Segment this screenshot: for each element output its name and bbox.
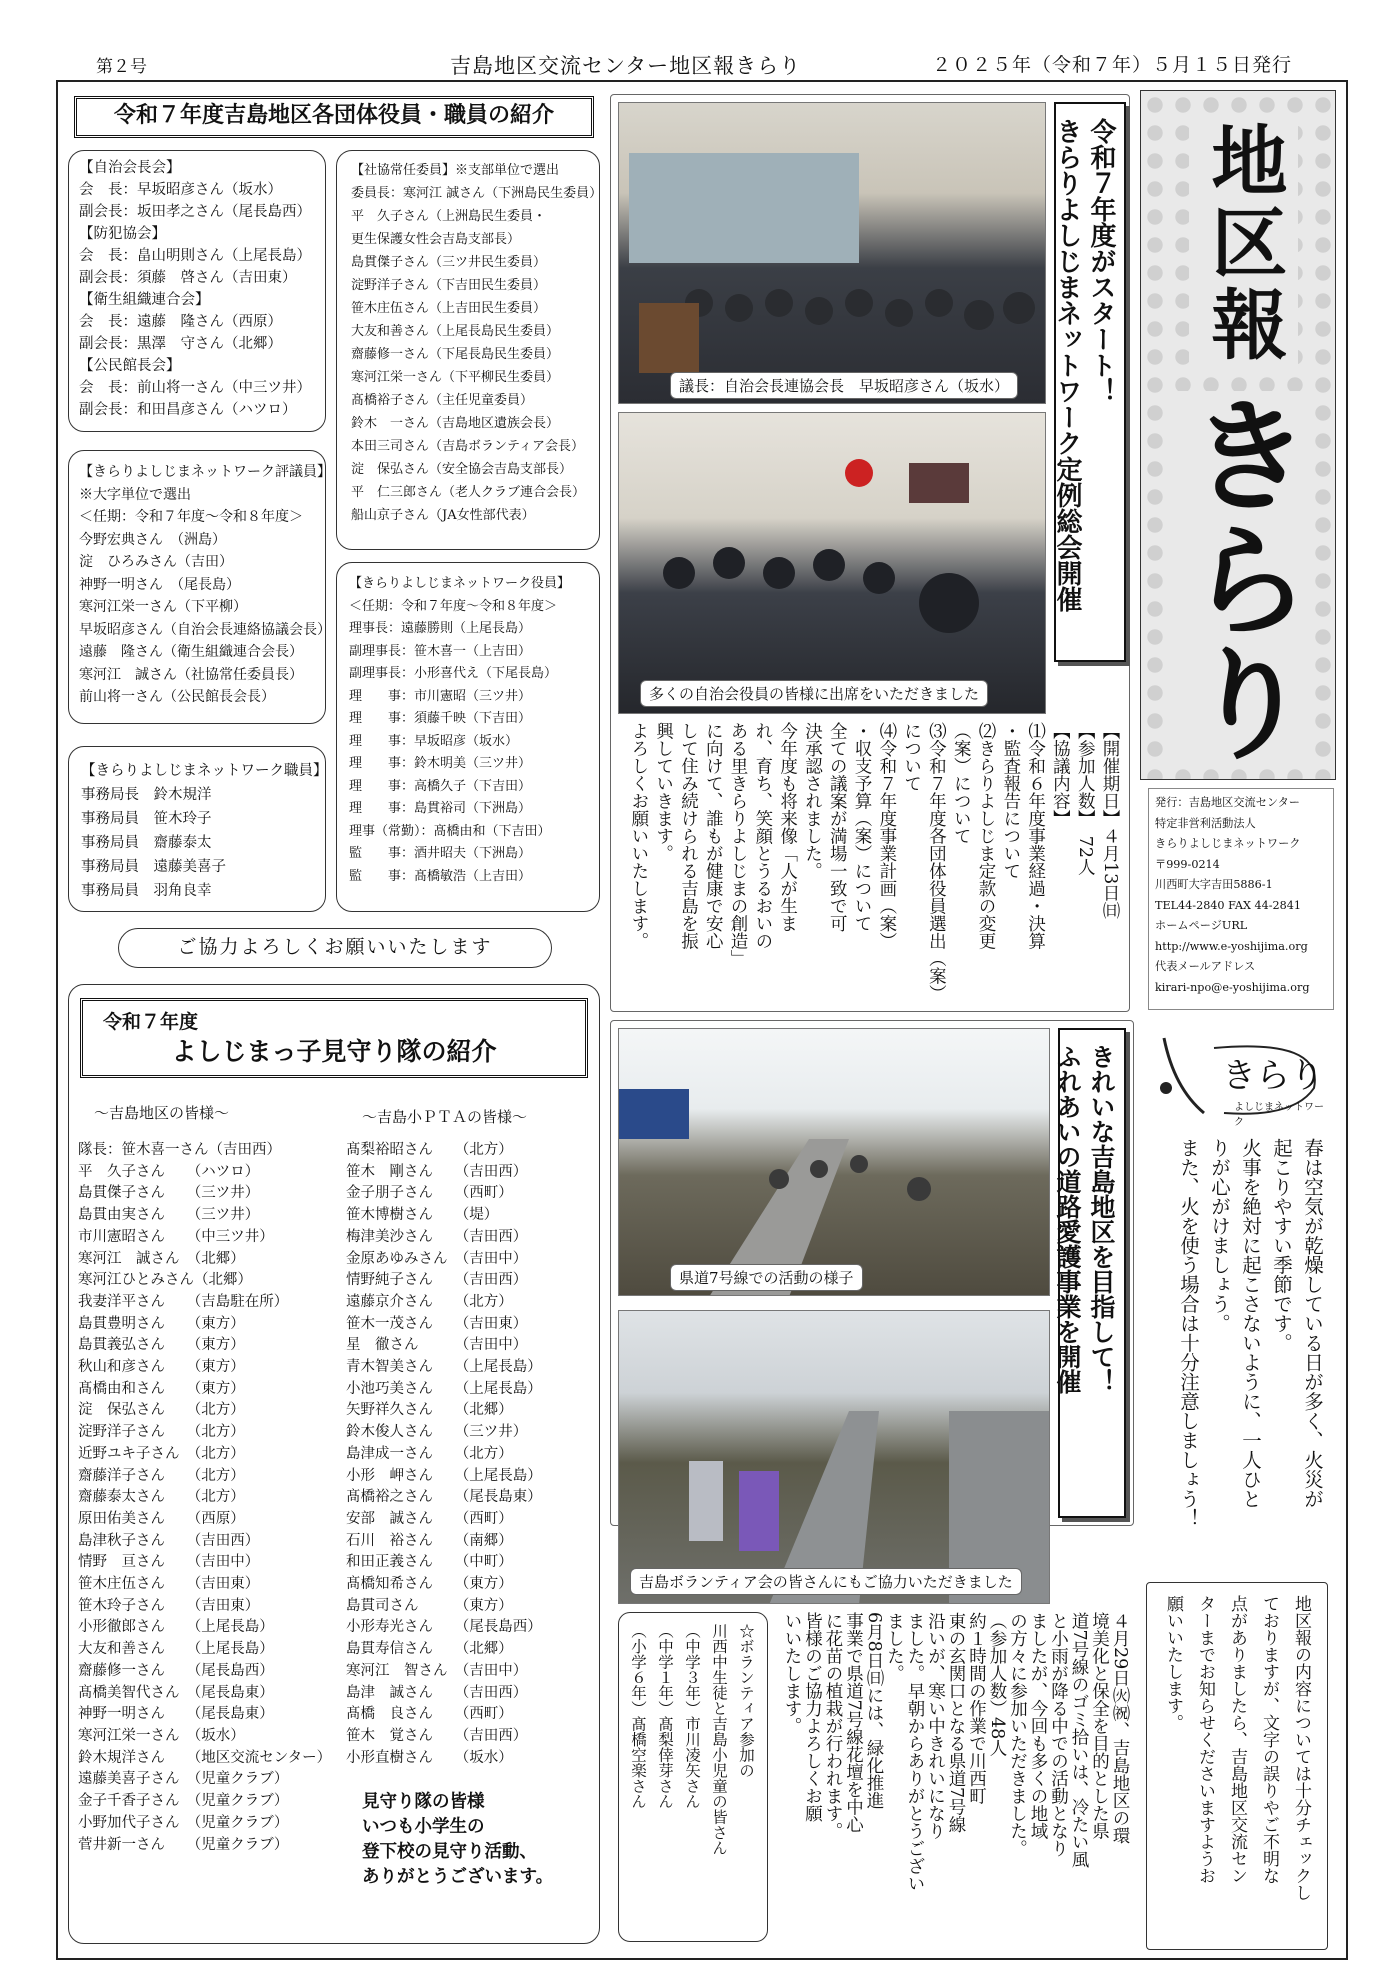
text-line: 寒河江ひとみさん（北郷） (78, 1272, 252, 1289)
text-line: 点がありましたら、吉島地区交流セン (1227, 1595, 1247, 1884)
text-line: 会 長：畠山明則さん（上尾長島） (79, 248, 311, 264)
text-line: 決承認されました。 (802, 722, 823, 880)
text-line: 委員長：寒河江 誠さん（下洲島民生委員） (351, 186, 603, 201)
page-header (90, 48, 1320, 78)
text-line: 髙橋裕子さん（主任児童委員） (351, 393, 534, 408)
mimamori-left-list (78, 1140, 331, 1856)
text-line: 島貫寿信さん （北郷） (346, 1641, 513, 1658)
text-line: 理 事：高橋久子（下吉田） (349, 778, 532, 794)
road-photo-2 (618, 1310, 1050, 1604)
text-line: 秋山和彦さん （東方） (78, 1359, 245, 1376)
text-line: 淀 保弘さん （北方） (78, 1402, 245, 1419)
text-line: 発行：吉島地区交流センター (1155, 796, 1300, 809)
text-line: 市川憲昭さん （中三ツ井） (78, 1228, 274, 1245)
text-line: いつも小学生の (362, 1817, 485, 1837)
text-line: 原田佑美さん （西原） (78, 1510, 245, 1527)
text-line: 笹木庄伍さん （吉田東） (78, 1576, 260, 1593)
text-line: http://www.e-yoshijima.org (1155, 939, 1308, 953)
text-line: ＜任期：令和７年度〜令和８年度＞ (79, 509, 303, 525)
meeting-body (626, 722, 1122, 1004)
text-line: 代表メールアドレス (1155, 960, 1256, 973)
text-line: 寒河江 誠さん （北郷） (78, 1250, 245, 1267)
text-line: 見守り隊の皆様 (362, 1792, 485, 1812)
road-body (776, 1612, 1130, 1952)
text-line: 【自治会長会】 (79, 160, 181, 176)
road-cleanup-illustration (619, 1029, 1050, 1296)
text-line: 遠藤美喜子さん （児童クラブ） (78, 1771, 289, 1788)
text-line: 寒河江 智さん （吉田中） (346, 1662, 528, 1679)
masthead (1140, 90, 1336, 780)
text-line: 笹木一茂さん （吉田東） (346, 1315, 528, 1332)
text-line: ・収支予算（案）について (852, 722, 873, 932)
issue-date: ２０２５年（令和７年）５月１５日発行 (931, 54, 1292, 76)
issue-number: 第２号 (96, 57, 147, 77)
text-line: 笹木 覚さん （吉田西） (346, 1727, 528, 1744)
text-line: kirari-npo@e-yoshijima.org (1155, 980, 1310, 994)
text-line: 事業で県道7号線花壇を中心 (843, 1612, 864, 1834)
text-line: について (901, 722, 922, 792)
text-line: 大友和善さん（上尾長島民生委員） (351, 324, 560, 339)
officers-group-staff (68, 746, 326, 912)
text-line: 齋藤泰太さん （北方） (78, 1489, 245, 1506)
text-line: 理事長：遠藤勝則（上尾長島） (349, 621, 532, 636)
text-line: 平 久子さん （ハツロ） (78, 1163, 260, 1180)
text-line: 淀 ひろみさん（吉田） (79, 554, 233, 570)
text-line: 遠藤京介さん （北方） (346, 1293, 513, 1310)
text-line: ホームページURL (1155, 919, 1248, 932)
text-line: 寒河江栄一さん（下平柳民生委員） (351, 370, 560, 385)
mimamori-right-list (346, 1140, 542, 1769)
newsletter-title: 吉島地区交流センター地区報きらり (450, 54, 802, 78)
road-caption-2: 吉島ボランティア会の皆さんにもご協力いただきました (630, 1568, 1022, 1595)
text-line: 齋藤修一さん（下尾長島民生委員） (351, 347, 560, 362)
text-line: 島津成一さん （北方） (346, 1445, 513, 1462)
text-line: 小池巧美さん （上尾長島） (346, 1380, 542, 1397)
text-line: 鈴木俊人さん （三ツ井） (346, 1424, 528, 1441)
mimamori-message (362, 1790, 553, 1890)
text-line: 安部 誠さん （西町） (346, 1510, 513, 1527)
text-line: 寒河江栄一さん（下平柳） (79, 599, 247, 615)
text-line: 会 長：遠藤 隆さん（西原） (79, 314, 282, 330)
text-line: 金子千香子さん （児童クラブ） (78, 1793, 289, 1810)
text-line: 約１時間の作業で川西町 (966, 1612, 987, 1805)
text-line: 島貫義弘さん （東方） (78, 1337, 245, 1354)
officers-group-yakuin (336, 562, 600, 912)
text-line: 【衛生組織連合会】 (79, 292, 210, 308)
officers-title: 令和７年度吉島地区各団体役員・職員の紹介 (74, 96, 594, 138)
text-line: 道7号線のゴミ拾いは、冷たい風 (1069, 1612, 1089, 1869)
text-line: 島貫豊明さん （東方） (78, 1315, 245, 1332)
text-line: 髙橋知希さん （東方） (346, 1576, 513, 1593)
text-line: きらりよしじまネットワーク (1155, 837, 1301, 850)
text-line: 皆様のご協力よろしくお願 (802, 1612, 823, 1822)
mimamori-right-heading: 〜吉島小ＰＴＡの皆様〜 (362, 1108, 528, 1126)
text-line: に花苗の植栽が行われます。 (823, 1612, 843, 1840)
text-line: 笹木庄伍さん（上吉田民生委員） (351, 301, 547, 316)
officers-group-hyogiin (68, 450, 331, 724)
text-line: 島貫司さん （東方） (346, 1597, 513, 1614)
mimamori-title-main: よしじまっ子見守り隊の紹介 (171, 1037, 497, 1066)
text-line: ある里きらりよしじまの創造」 (728, 722, 749, 967)
text-line: 島津 誠さん （吉田西） (346, 1684, 528, 1701)
meeting-caption-1: 議長：自治会長連協会長 早坂昭彦さん（坂水） (670, 372, 1018, 399)
text-line: 情野 亘さん （吉田中） (78, 1554, 260, 1571)
text-line: 監 事：酒井昭夫（下洲島） (349, 846, 532, 861)
publisher-info (1148, 788, 1334, 1010)
text-line: ※大字単位で選出 (79, 486, 191, 503)
text-line: に向けて、誰もが健康で安心 (703, 722, 724, 950)
text-line: れ、育ち、笑顔とうるおいの (752, 722, 773, 950)
text-line: 金子朋子さん （西町） (346, 1185, 513, 1202)
text-line: 6月8日㈰には、緑化推進 (864, 1612, 884, 1810)
text-line: 火事を絶対に起こさないように、一人ひと (1239, 1138, 1262, 1509)
mimamori-title-year: 令和７年度 (103, 1011, 199, 1033)
text-line: 事務局長 鈴木規洋 (81, 787, 212, 803)
road-volunteer-box (618, 1612, 768, 1942)
text-line: いいたします。 (782, 1612, 802, 1735)
text-line: 【きらりよしじまネットワーク役員】 (349, 576, 571, 591)
text-line: 小野加代子さん （児童クラブ） (78, 1814, 289, 1831)
meeting-hall-illustration (619, 103, 1046, 404)
text-line: 神野一明さん （尾長島） (79, 576, 240, 593)
text-line: 笹木 剛さん （吉田西） (346, 1163, 528, 1180)
text-line: 早坂昭彦さん（自治会長連絡協議会長） (79, 621, 331, 638)
text-line: ⑷令和７年度事業計画（案） (876, 722, 897, 950)
text-line: 大友和善さん （上尾長島） (78, 1641, 274, 1658)
text-line: 遠藤 隆さん（衛生組織連合会長） (79, 644, 303, 660)
text-line: 平 仁三郎さん（老人クラブ連合会長） (351, 485, 586, 500)
text-line: 和田正義さん （中町） (346, 1554, 513, 1571)
text-line: りが心がけましょう。 (1208, 1138, 1231, 1333)
text-line: 登下校の見守り活動、 (362, 1842, 537, 1862)
text-line: 矢野祥久さん （北郷） (346, 1402, 513, 1419)
text-line: 沿いが、寒い中きれいになり (925, 1612, 946, 1840)
text-line: 髙橋裕之さん （尾長島東） (346, 1489, 542, 1506)
text-line: 理 事：市川憲昭（三ツ井） (349, 688, 532, 704)
text-line: 会 長：前山将一さん（中三ツ井） (79, 380, 311, 396)
text-line: 【協議内容】 (1050, 722, 1071, 827)
text-line: 願いいたします。 (1163, 1595, 1183, 1731)
meeting-photo-1 (618, 102, 1046, 404)
logo-subtext: よしじまネットワーク (1234, 1102, 1324, 1128)
text-line: 監 事：髙橋敏浩（上吉田） (349, 868, 532, 884)
text-line: 小形寿光さん （尾長島西） (346, 1619, 542, 1636)
text-line: 川西中生徒と吉島小児童の皆さん (710, 1623, 728, 1856)
text-line: ・監査報告について (1000, 722, 1021, 880)
text-line: 今年度も将来像「人が生ま (777, 722, 798, 932)
text-line: 理 事：鈴木明美（三ツ井） (349, 756, 532, 771)
text-line: 近野ユキ子さん （北方） (78, 1445, 245, 1462)
officers-group-jichikai (68, 150, 326, 432)
text-line: 髙橋 良さん （西町） (346, 1706, 513, 1723)
text-line: 我妻洋平さん （吉島駐在所） (78, 1293, 289, 1310)
text-line: と小雨が降る中での活動となり (1048, 1612, 1069, 1857)
text-line: 隊長：笹木喜一さん（吉田西） (78, 1142, 281, 1158)
text-line: 事務局員 齋藤泰太 (81, 835, 212, 851)
text-line: 小形徹郎さん （上尾長島） (78, 1619, 274, 1636)
text-line: 【きらりよしじまネットワーク評議員】 (79, 464, 331, 480)
text-line: 齋藤修一さん （尾長島西） (78, 1662, 274, 1679)
meeting-photo-2 (618, 412, 1046, 714)
text-line: 金原あゆみさん （吉田中） (346, 1250, 528, 1267)
text-line: 齋藤洋子さん （北方） (78, 1467, 245, 1484)
text-line: 副理事長：小形喜代え（下尾長島） (349, 666, 558, 681)
text-line: ました。早朝からありがとうござい (905, 1612, 925, 1892)
text-line: 【開催期日】４月13日㈰ (1100, 722, 1120, 920)
text-line: 〒999-0214 (1155, 857, 1220, 871)
text-line: 理事（常勤）：髙橋由和（下吉田） (349, 823, 551, 839)
text-line: 地区報の内容については十分チェックし (1291, 1595, 1311, 1901)
text-line: よろしくお願いいたします。 (628, 722, 649, 950)
text-line: 髙橋由和さん （東方） (78, 1380, 245, 1397)
text-line: 本田三司さん（吉島ボランティア会長） (351, 439, 584, 454)
text-line: 今野宏典さん （洲島） (79, 531, 226, 548)
text-line: 梅津美沙さん （吉田西） (346, 1228, 528, 1245)
text-line: 小形 岬さん （上尾長島） (346, 1467, 542, 1484)
text-line: 平 久子さん（上洲島民生委員・ (351, 209, 547, 224)
text-line: 事務局員 笹木玲子 (81, 811, 212, 827)
text-line: 淀野洋子さん （北方） (78, 1424, 245, 1441)
text-line: 島貫傑子さん（三ツ井民生委員） (351, 255, 547, 270)
meeting-headline: 令和７年度がスタート！ きらりよしじまネットワーク定例総会開催 (1054, 102, 1126, 662)
text-line: 更生保護女性会吉島支部長） (351, 232, 521, 247)
text-line: 星 徹さん （吉田中） (346, 1337, 528, 1354)
text-line: ターまでお知らせくださいますようお (1195, 1595, 1215, 1884)
meeting-caption-2: 多くの自治会役員の皆様に出席をいただきました (640, 680, 988, 707)
text-line: 寒河江 誠さん（社協常任委員長） (79, 666, 303, 683)
text-line: 副理事長：笹木喜一（上吉田） (349, 643, 532, 659)
text-line: 副会長：黒澤 守さん（北郷） (79, 336, 282, 352)
text-line: 島貫傑子さん （三ツ井） (78, 1185, 260, 1202)
text-line: 事務局員 遠藤美喜子 (81, 859, 226, 875)
officers-group-shakyo (336, 150, 603, 550)
text-line: 東の玄関口となる県道7号線 (946, 1612, 966, 1834)
text-line: 淀 保弘さん（安全協会吉島支部長） (351, 462, 573, 477)
text-line: 全ての議案が満場一致で可 (827, 722, 848, 932)
text-line: 前山将一さん（公民館長会長） (79, 689, 275, 705)
text-line: の方々に参加いただきました。 (1007, 1612, 1028, 1857)
text-line: 菅井新一さん （児童クラブ） (78, 1836, 289, 1853)
text-line: 石川 裕さん （南郷） (346, 1532, 513, 1549)
text-line: ⑵きらりよしじま定款の変更 (976, 722, 997, 950)
text-line: ⑴令和６年度事業経過・決算 (1025, 722, 1046, 950)
text-line: （案）について (951, 722, 972, 845)
text-line: （中学１年）髙梨倖芽さん (656, 1623, 674, 1809)
text-line: 【社協常任委員】※支部単位で選出 (351, 163, 560, 178)
text-line: 理 事：須藤千映（下吉田） (349, 711, 532, 726)
road-volunteer-illustration (619, 1311, 1050, 1604)
text-line: 寒河江栄一さん （坂水） (78, 1727, 245, 1744)
text-line: 船山京子さん（JA女性部代表） (351, 508, 535, 523)
text-line: 髙橋美智代さん （尾長島東） (78, 1684, 274, 1701)
text-line: 情野純子さん （吉田西） (346, 1272, 528, 1289)
text-line: 島貫由実さん （三ツ井） (78, 1207, 260, 1224)
text-line: 特定非営利活動法人 (1155, 816, 1256, 830)
text-line: 鈴木規洋さん （地区交流センター） (78, 1749, 332, 1766)
road-headline: きれいな吉島地区を目指して！ ふれあいの道路愛護事業を開催 (1058, 1028, 1126, 1518)
text-line: 青木智美さん （上尾長島） (346, 1359, 542, 1376)
text-line: （中学３年）市川凌矢さん (683, 1623, 701, 1809)
text-line: 小形直樹さん （坂水） (346, 1749, 513, 1766)
logo-text: きらり (1222, 1056, 1324, 1096)
text-line: （小学６年）髙橋空楽さん (629, 1623, 647, 1809)
text-line: 淀野洋子さん（下吉田民生委員） (351, 278, 547, 293)
text-line: また、火を使う場合は十分注意しましょう！ (1177, 1138, 1200, 1528)
proofread-notice (1146, 1582, 1328, 1950)
text-line: 興していきます。 (653, 722, 674, 862)
text-line: （参加人数）48人 (987, 1612, 1007, 1757)
road-photo-1 (618, 1028, 1050, 1296)
masthead-title-2: きらり (1167, 391, 1311, 763)
text-line: 神野一明さん （尾長島東） (78, 1706, 274, 1723)
mimamori-left-heading: 〜吉島地区の皆様〜 (94, 1104, 230, 1122)
text-line: 川西町大字吉田5886-1 (1155, 878, 1273, 891)
text-line: ておりますが、文字の誤りやご不明な (1259, 1595, 1279, 1884)
text-line: 【きらりよしじまネットワーク職員】 (81, 763, 328, 779)
text-line: 副会長：坂田孝之さん（尾長島西） (79, 204, 311, 220)
officers-thanks: ご協力よろしくお願いいたします (118, 928, 552, 968)
road-caption-1: 県道7号線での活動の様子 (670, 1264, 863, 1291)
text-line: 髙梨裕昭さん （北方） (346, 1142, 513, 1158)
masthead-title-1: 地区報 (1189, 121, 1298, 367)
text-line: TEL44-2840 FAX 44-2841 (1155, 898, 1301, 912)
kirari-logo (1144, 1018, 1328, 1128)
text-line: 起こりやすい季節です。 (1270, 1138, 1293, 1353)
text-line: ましたが、今回も多くの地域 (1028, 1612, 1048, 1840)
text-line: ☆ボランティア参加の (737, 1623, 755, 1778)
text-line: 春は空気が乾燥している日が多く、火災が (1301, 1138, 1324, 1509)
text-line: ありがとうございます。 (362, 1867, 554, 1887)
text-line: 副会長：須藤 啓さん（吉田東） (79, 270, 297, 286)
text-line: 笹木博樹さん （堤） (346, 1207, 499, 1224)
text-line: 島津秋子さん （吉田西） (78, 1532, 260, 1549)
text-line: 会 長：早坂昭彦さん（坂水） (79, 182, 282, 198)
text-line: 事務局員 羽角良幸 (81, 883, 212, 899)
meeting-audience-illustration (619, 413, 1046, 714)
text-line: 理 事：早坂昭彦（坂水） (349, 733, 519, 749)
text-line: ４月29日㈫㈷、吉島地区の環 (1110, 1612, 1130, 1845)
text-line: 副会長：和田昌彦さん（ハツロ） (79, 402, 297, 418)
text-line: 笹木玲子さん （吉田東） (78, 1597, 260, 1614)
text-line: 鈴木 一さん（吉島地区遺族会長） (351, 416, 560, 431)
text-line: 境美化と保全を目的とした県 (1089, 1612, 1110, 1840)
text-line: ました。 (884, 1612, 905, 1682)
text-line: ＜任期：令和７年度〜令和８年度＞ (349, 598, 558, 614)
text-line: 【防犯協会】 (79, 226, 166, 242)
mimamori-title (80, 998, 588, 1078)
fire-prevention-notice (1156, 1138, 1328, 1538)
text-line: ⑶令和７年度各団体役員選出（案） (926, 722, 947, 1002)
text-line: 理 事：島貫裕司（下洲島） (349, 801, 532, 816)
text-line: 【公民館長会】 (79, 358, 181, 374)
text-line: して住み続けられる吉島を振 (678, 722, 699, 950)
text-line: 【参加人数】 72人 (1075, 722, 1096, 876)
